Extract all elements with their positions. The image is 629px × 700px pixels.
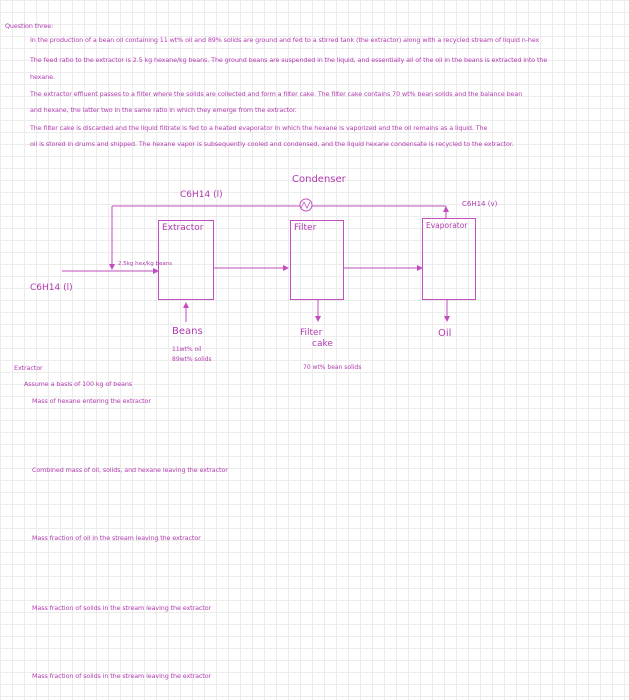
basis-text: Assume a basis of 100 kg of beans [24,380,133,388]
extractor-section-heading: Extractor [14,364,43,372]
beans-label: Beans [172,326,203,337]
cake-solids-label: 70 wt% bean solids [303,364,362,371]
feed-ratio-label: 2.5kg hex/kg beans [118,261,173,267]
hexane-feed-label: C6H14 (l) [30,283,73,293]
filter-box [290,220,344,300]
filter-cake-label: Filter [300,328,323,338]
recycle-label: C6H14 (l) [180,190,223,200]
question-mass-hexane: Mass of hexane entering the extractor [32,397,151,405]
beans-solids-label: 89wt% solids [172,356,212,363]
question-heading: Question three: [5,22,54,30]
evaporator-box [422,218,476,300]
extractor-label: Extractor [162,223,204,233]
question-oil-fraction: Mass fraction of oil in the stream leaving the extractor [32,534,201,542]
question-solids-fraction: Mass fraction of solids in the stream leaving the extractor [32,604,212,612]
paragraph2-line1: The extractor effluent passes to a filter where the solids are collected and form a filter cake. The filter cake contains 70 wt% bean solids and the balance bean [30,90,523,98]
paragraph3-line1: The filter cake is discarded and the liquid filtrate is fed to a heated evaporator in which the hexane is vaporized and the oil remains as a liquid. The [30,124,488,132]
oil-label: Oil [438,328,452,339]
condenser-icon [300,199,312,211]
question-solids-fraction-2: Mass fraction of solids in the stream leaving the extractor [32,672,212,680]
paragraph3-line2: oil is stored in drums and shipped. The hexane vapor is subsequently cooled and condensed, and the liquid hexane condensate is recycled to the extractor. [30,140,514,148]
paragraph1-line3: hexane. [30,73,55,81]
paragraph1-line2: The feed ratio to the extractor is 2.5 kg hexane/kg beans. The ground beans are suspended in the liquid, and essentially all of the oil in the beans is extracted into the [30,56,548,64]
beans-oil-label: 11wt% oil [172,346,202,353]
paragraph1-line1: In the production of a bean oil containing 11 wt% oil and 89% solids are ground and fed to a stirred tank (the extractor) along with a recycled stream of liquid n-hex [30,36,540,44]
question-combined-mass: Combined mass of oil, solids, and hexane leaving the extractor [32,466,228,474]
condenser-label: Condenser [292,174,346,185]
filter-label: Filter [294,223,317,233]
paragraph2-line2: and hexane, the latter two in the same ratio in which they emerge from the extractor. [30,106,297,114]
vapor-label: C6H14 (v) [462,200,498,208]
evaporator-label: Evaporator [426,221,468,230]
filter-cake-label-2: cake [312,339,333,349]
